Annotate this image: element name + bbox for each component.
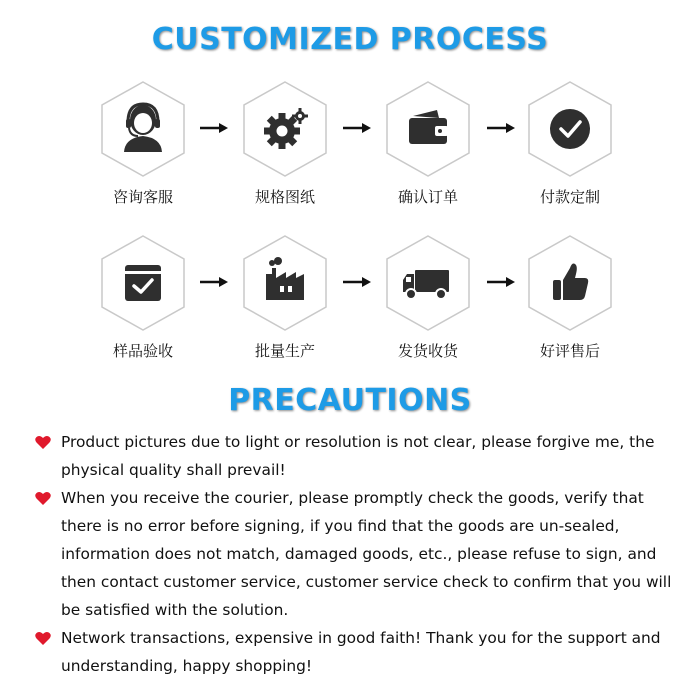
arrow-right-icon xyxy=(343,123,371,133)
step-label: 发货收货 xyxy=(397,342,458,360)
precaution-text: When you receive the courier, please promptly check the goods, verify that there is no error before signing, if you find that the goods are un-sealed, information does not match, damaged goods, etc., please refuse to sign, and then contact customer service, customer service check to confirm that you will be satisfied with the solution. xyxy=(61,489,672,619)
step-customer-service xyxy=(83,80,203,207)
truck-icon xyxy=(385,234,471,332)
step-confirm-order xyxy=(368,80,488,207)
step-label: 批量生产 xyxy=(254,342,315,360)
process-title: CUSTOMIZED PROCESS xyxy=(151,22,549,57)
precaution-text: Product pictures due to light or resolution is not clear, please forgive me, the physical quality shall prevail! xyxy=(61,433,655,479)
list-item xyxy=(32,428,672,484)
precautions-list xyxy=(32,428,672,680)
arrow-right-icon xyxy=(343,277,371,287)
customer-service-icon xyxy=(100,80,186,178)
step-specification xyxy=(225,80,345,207)
arrow-right-icon xyxy=(200,277,228,287)
step-sample-acceptance xyxy=(83,234,203,361)
list-item xyxy=(32,484,672,624)
heart-icon xyxy=(35,435,51,450)
checkmark-icon xyxy=(527,80,613,178)
heart-icon xyxy=(35,491,51,506)
wallet-icon xyxy=(385,80,471,178)
list-item xyxy=(32,624,672,680)
step-payment xyxy=(510,80,630,207)
step-label: 确认订单 xyxy=(397,188,458,206)
step-after-sales xyxy=(510,234,630,361)
step-label: 付款定制 xyxy=(539,188,600,206)
step-label: 样品验收 xyxy=(112,342,173,360)
heart-icon xyxy=(35,631,51,646)
precautions-title: PRECAUTIONS xyxy=(228,383,472,418)
step-label: 好评售后 xyxy=(539,342,600,360)
gear-icon xyxy=(242,80,328,178)
arrow-right-icon xyxy=(200,123,228,133)
thumbs-up-icon xyxy=(527,234,613,332)
step-shipping xyxy=(368,234,488,361)
checkbox-icon xyxy=(100,234,186,332)
factory-icon xyxy=(242,234,328,332)
precaution-text: Network transactions, expensive in good faith! Thank you for the support and understanding, happy shopping! xyxy=(61,629,661,675)
step-label: 规格图纸 xyxy=(254,188,315,206)
step-mass-production xyxy=(225,234,345,361)
step-label: 咨询客服 xyxy=(112,188,173,206)
